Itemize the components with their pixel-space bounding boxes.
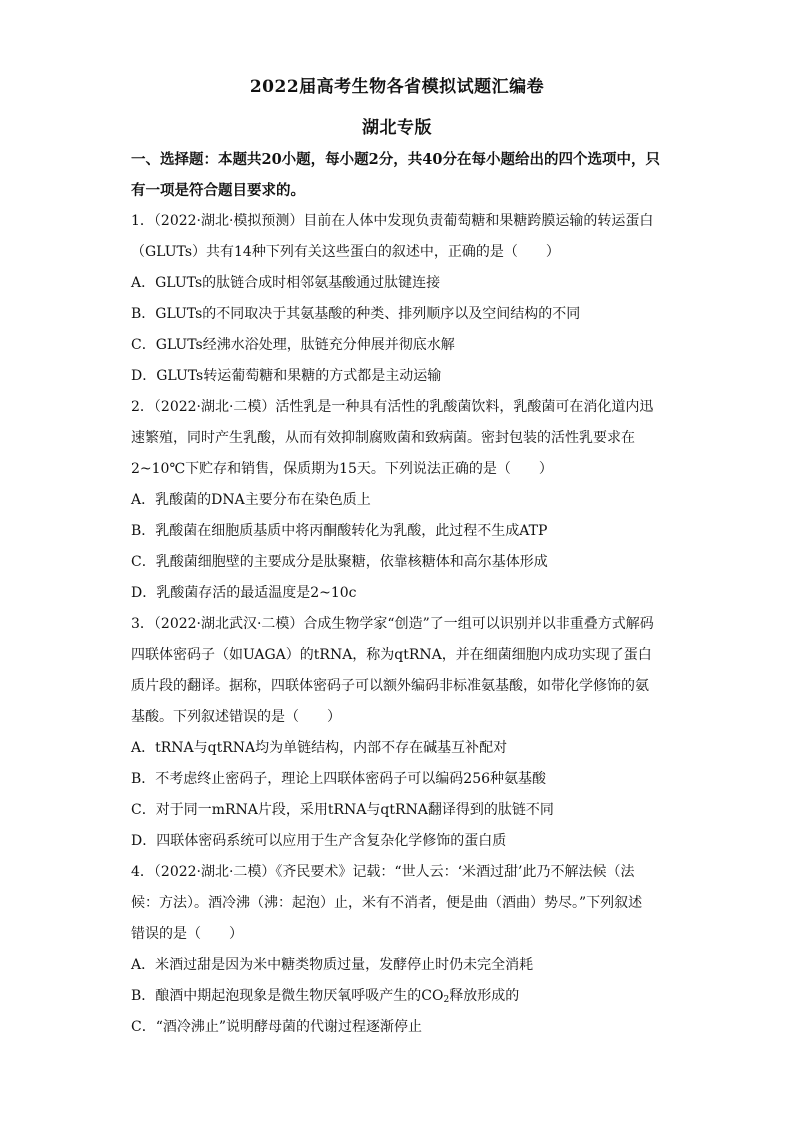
question-stem-line: 基酸。下列叙述错误的是（ ） xyxy=(131,709,341,725)
question-stem-line: 四联体密码子（如UAGA）的tRNA，称为qtRNA，并在细菌细胞内成功实现了蛋白 xyxy=(131,647,652,663)
option-d: D．四联体密码系统可以应用于生产含复杂化学修饰的蛋白质 xyxy=(131,833,507,849)
option-c: C．对于同一mRNA片段，采用tRNA与qtRNA翻译得到的肽链不同 xyxy=(131,802,554,818)
document-title: 2022届高考生物各省模拟试题汇编卷 xyxy=(249,77,545,97)
question-stem-line: 候：方法）。酒冷沸（沸：起泡）止，米有不消者，便是曲（酒曲）势尽。”下列叙述 xyxy=(131,895,643,911)
question-2 xyxy=(131,392,671,609)
section-heading xyxy=(131,144,666,206)
question-stem-line: 质片段的翻译。据称，四联体密码子可以额外编码非标准氨基酸，如带化学修饰的氨 xyxy=(131,678,649,694)
option-a: A．GLUTs的肽链合成时相邻氨基酸通过肽键连接 xyxy=(131,275,441,291)
document-subtitle: 湖北专版 xyxy=(362,118,432,138)
option-b: B．酿酒中期起泡现象是微生物厌氧呼吸产生的$CO_2$释放形成的 xyxy=(131,988,520,1005)
questions-list xyxy=(131,206,671,1043)
question-1 xyxy=(131,206,671,392)
option-a: A．米酒过甜是因为米中糖类物质过量，发酵停止时仍未完全消耗 xyxy=(131,957,534,973)
question-stem-line: （GLUTs）共有14种下列有关这些蛋白的叙述中，正确的是（ ） xyxy=(131,244,560,260)
option-b: B．GLUTs的不同取决于其氨基酸的种类、排列顺序以及空间结构的不同 xyxy=(131,306,581,322)
option-c: C．GLUTs经沸水浴处理，肽链充分伸展并彻底水解 xyxy=(131,337,455,353)
option-d: D．GLUTs转运葡萄糖和果糖的方式都是主动运输 xyxy=(131,368,442,384)
question-stem-line: 错误的是（ ） xyxy=(131,926,243,942)
question-3 xyxy=(131,609,671,857)
question-stem-line: 4．（2022·湖北·二模）《齐民要术》记载：“世人云：‘米酒过甜’此乃不解法候（法 xyxy=(131,864,635,880)
option-c: C．“酒冷沸止”说明酵母菌的代谢过程逐渐停止 xyxy=(131,1019,423,1035)
section-heading-line: 有一项是符合题目要求的。 xyxy=(131,182,305,199)
question-stem-line: 3．（2022·湖北武汉·二模）合成生物学家“创造”了一组可以识别并以非重叠方式解码 xyxy=(131,616,654,632)
question-4 xyxy=(131,857,671,1043)
option-a: A．乳酸菌的DNA主要分布在染色质上 xyxy=(131,492,371,508)
question-stem-line: 2~10℃下贮存和销售，保质期为15天。下列说法正确的是（ ） xyxy=(131,461,553,477)
question-stem-line: 1．（2022·湖北·模拟预测）目前在人体中发现负责葡萄糖和果糖跨膜运输的转运蛋白 xyxy=(131,213,654,229)
section-heading-line: 一、选择题：本题共20小题，每小题2分，共40分在每小题给出的四个选项中，只 xyxy=(131,151,660,168)
option-b: B．乳酸菌在细胞质基质中将丙酮酸转化为乳酸，此过程不生成ATP xyxy=(131,523,548,539)
question-stem-line: 2．（2022·湖北·二模）活性乳是一种具有活性的乳酸菌饮料，乳酸菌可在消化道内迅 xyxy=(131,399,654,415)
option-d: D．乳酸菌存活的最适温度是2~10c xyxy=(131,585,357,601)
option-a: A．tRNA与qtRNA均为单链结构，内部不存在碱基互补配对 xyxy=(131,740,508,756)
option-b: B．不考虑终止密码子，理论上四联体密码子可以编码256种氨基酸 xyxy=(131,771,547,787)
option-c: C．乳酸菌细胞壁的主要成分是肽聚糖，依靠核糖体和高尔基体形成 xyxy=(131,554,548,570)
question-stem-line: 速繁殖，同时产生乳酸，从而有效抑制腐败菌和致病菌。密封包装的活性乳要求在 xyxy=(131,430,635,446)
